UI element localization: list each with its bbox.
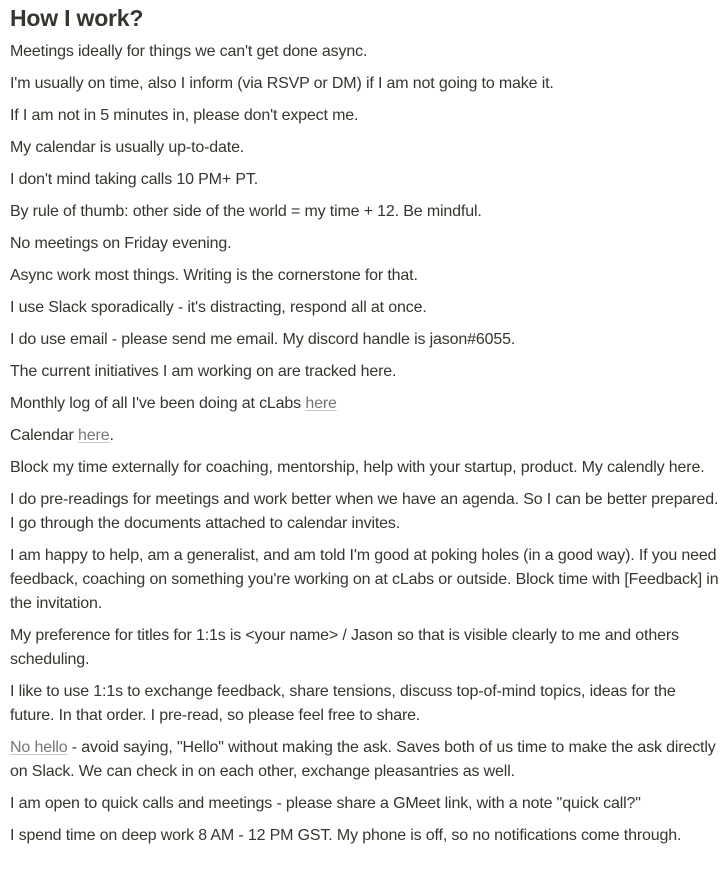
paragraph-late-calls: I don't mind taking calls 10 PM+ PT. [10, 171, 258, 188]
paragraph-calendar [10, 420, 721, 452]
paragraph-on-time: I'm usually on time, also I inform (via RSVP or DM) if I am not going to make it. [10, 75, 554, 92]
paragraph-calendar-up-to-date: My calendar is usually up-to-date. [10, 139, 245, 156]
monthly-log-text: Monthly log of all I've been doing at cLabs [10, 395, 306, 412]
no-hello-link[interactable]: No hello [10, 739, 68, 756]
paragraph-happy-to-help: I am happy to help, am a generalist, and am told I'm good at poking holes (in a good way). If you need feedback, coaching on something you're working on at cLabs or outside. Block time with [Feedback] in the invitation. [10, 547, 719, 612]
paragraph-monthly-log [10, 388, 721, 420]
paragraph-no-hello [10, 732, 721, 788]
paragraph-current-initiatives: The current initiatives I am working on are tracked here. [10, 363, 397, 380]
paragraph-rule-of-thumb: By rule of thumb: other side of the world = my time + 12. Be mindful. [10, 203, 482, 220]
paragraph-block-time-externally: Block my time externally for coaching, mentorship, help with your startup, product. My calendly here. [10, 459, 705, 476]
paragraph-async-work: Async work most things. Writing is the cornerstone for that. [10, 267, 418, 284]
paragraph-list [10, 36, 721, 852]
paragraph-one-on-one-usage: I like to use 1:1s to exchange feedback, share tensions, discuss top-of-mind topics, ideas for the future. In that order. I pre-read, so please feel free to share. [10, 683, 676, 724]
paragraph-meetings-async: Meetings ideally for things we can't get done async. [10, 43, 368, 60]
paragraph-deep-work: I spend time on deep work 8 AM - 12 PM GST. My phone is off, so no notifications come through. [10, 827, 682, 844]
paragraph-slack-usage: I use Slack sporadically - it's distracting, respond all at once. [10, 299, 427, 316]
paragraph-five-minutes: If I am not in 5 minutes in, please don't expect me. [10, 107, 359, 124]
calendar-link[interactable]: here [78, 427, 110, 444]
page-title: How I work? [10, 5, 144, 31]
calendar-text: Calendar [10, 427, 79, 444]
calendar-period: . [109, 427, 114, 444]
no-hello-text: - avoid saying, "Hello" without making the ask. Saves both of us time to make the ask directly on Slack. We can check in on each other, exchange pleasantries as well. [10, 739, 716, 780]
paragraph-one-on-one-titles: My preference for titles for 1:1s is <your name> / Jason so that is visible clearly to me and others scheduling. [10, 627, 679, 668]
paragraph-email-discord: I do use email - please send me email. My discord handle is jason#6055. [10, 331, 516, 348]
paragraph-quick-calls: I am open to quick calls and meetings - please share a GMeet link, with a note "quick call?" [10, 795, 641, 812]
monthly-log-link[interactable]: here [305, 395, 337, 412]
paragraph-pre-readings: I do pre-readings for meetings and work better when we have an agenda. So I can be better prepared. I go through the documents attached to calendar invites. [10, 491, 719, 532]
paragraph-no-friday-meetings: No meetings on Friday evening. [10, 235, 232, 252]
